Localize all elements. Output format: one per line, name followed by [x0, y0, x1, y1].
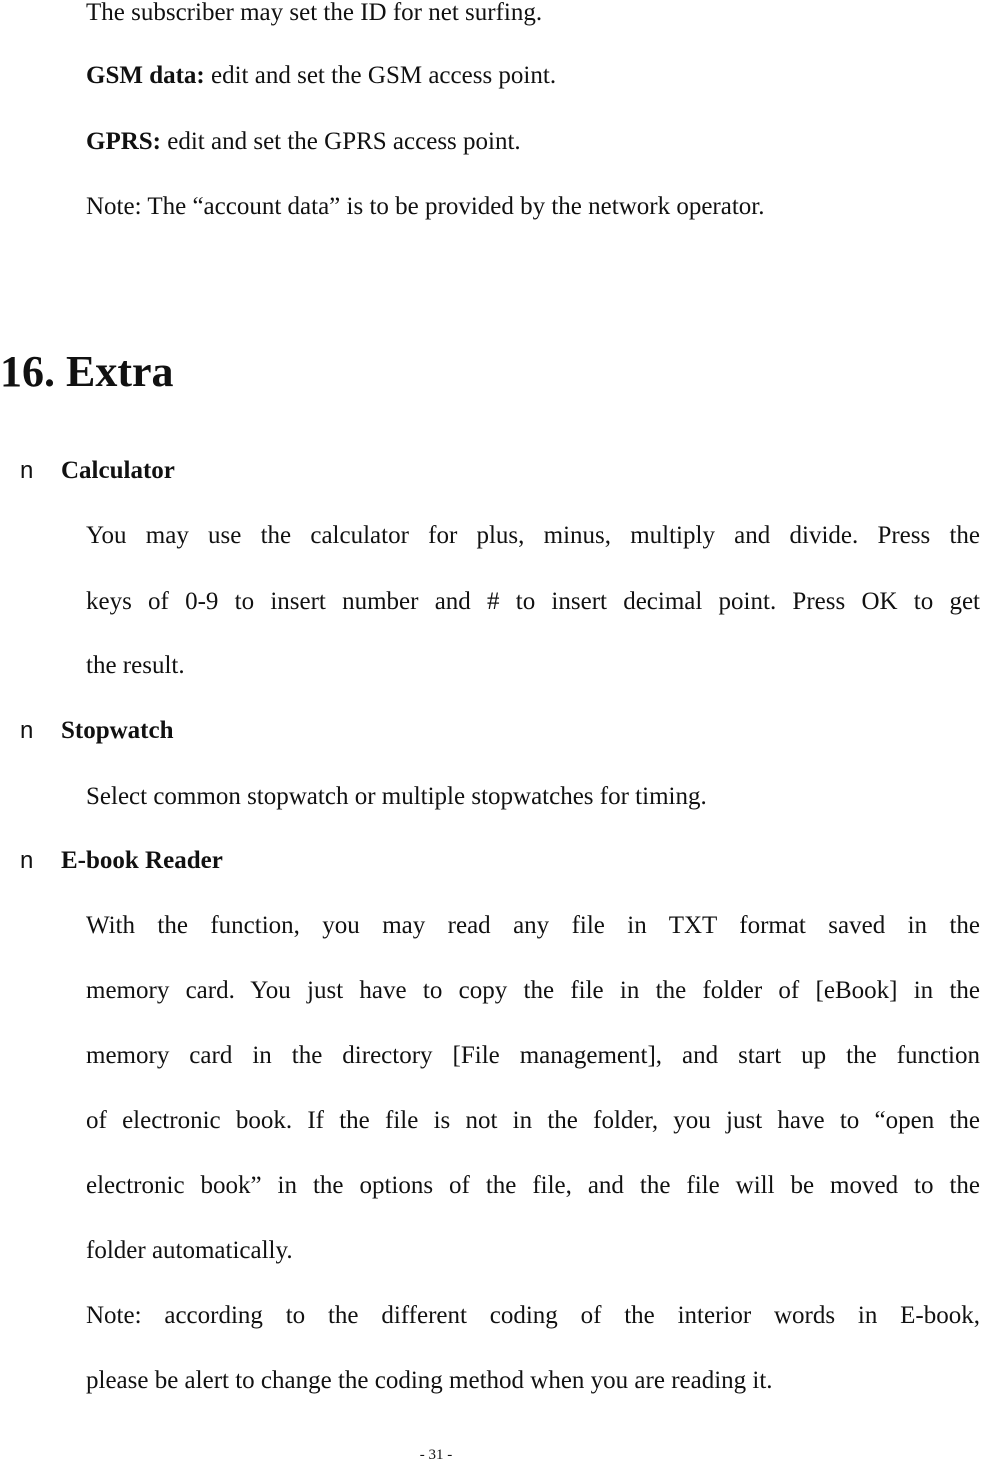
gsm-data-label: GSM data:: [86, 62, 205, 89]
ebook-line-4: of electronic book. If the file is not in the folder, you just have to “open the: [86, 1107, 980, 1134]
bullet-icon: n: [20, 847, 34, 874]
calculator-line-3: the result.: [86, 652, 185, 679]
item-title-stopwatch: Stopwatch: [61, 717, 174, 744]
ebook-note-line-2: please be alert to change the coding method when you are reading it.: [86, 1367, 773, 1394]
bullet-icon: n: [20, 717, 34, 744]
gprs-label: GPRS:: [86, 128, 161, 155]
calculator-line-1: You may use the calculator for plus, minus, multiply and divide. Press the: [86, 522, 980, 549]
ebook-line-5: electronic book” in the options of the file, and the file will be moved to the: [86, 1172, 980, 1199]
page-number: - 31 -: [419, 1447, 453, 1463]
ebook-line-1: With the function, you may read any file in TXT format saved in the: [86, 912, 980, 939]
bullet-icon: n: [20, 457, 34, 484]
item-title-ebook-reader: E-book Reader: [61, 847, 223, 874]
account-note: Note: The “account data” is to be provided by the network operator.: [86, 193, 765, 220]
section-heading: 16. Extra: [0, 347, 174, 396]
ebook-line-3: memory card in the directory [File management], and start up the function: [86, 1042, 980, 1069]
item-title-calculator: Calculator: [61, 457, 175, 484]
ebook-line-2: memory card. You just have to copy the file in the folder of [eBook] in the: [86, 977, 980, 1004]
gprs-text: edit and set the GPRS access point.: [161, 128, 521, 155]
gsm-data-text: edit and set the GSM access point.: [204, 62, 557, 89]
intro-line: The subscriber may set the ID for net surfing.: [86, 0, 543, 26]
gsm-data-line: [86, 61, 980, 91]
gprs-line: [86, 127, 980, 157]
ebook-note-line-1: Note: according to the different coding of the interior words in E-book,: [86, 1302, 980, 1329]
stopwatch-line-1: Select common stopwatch or multiple stopwatches for timing.: [86, 783, 707, 810]
calculator-line-2: keys of 0-9 to insert number and # to insert decimal point. Press OK to get: [86, 588, 980, 615]
ebook-line-6: folder automatically.: [86, 1237, 293, 1264]
